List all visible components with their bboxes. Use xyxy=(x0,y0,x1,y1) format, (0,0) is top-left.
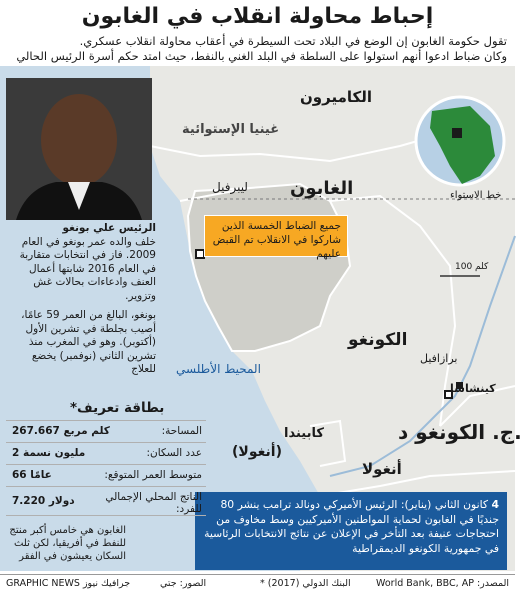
page-title: إحباط محاولة انقلاب في الغابون xyxy=(81,4,434,29)
trump-callout-number: 4 xyxy=(491,498,499,511)
president-photo xyxy=(6,78,152,220)
facts-footnote: الغابون هي خامس أكبر منتج للنفط في أفريقيا، لكن ثلث السكان يعيشون في الفقر xyxy=(9,525,126,562)
cabinda-sub-label: (أنغولا) xyxy=(232,444,282,460)
fact-value: 66 عامًا xyxy=(12,469,52,481)
scale-label: 100 كلم xyxy=(455,262,489,272)
fact-value: 267.667 كلم مربع xyxy=(12,425,110,437)
trump-callout xyxy=(195,492,507,570)
fact-key: الناتج المحلي الإجمالي للفرد: xyxy=(105,491,202,515)
trump-callout-text: كانون الثاني (يناير): الرئيس الأميركي دونالد ترامب ينشر 80 جنديًا في الغابون لحماية المواطنين الأميركيين وسط مخاوف من احتجاجات عنيفة بعد التأخر في الإعلان عن نتائج الانتخابات الرئاسية في جمهورية الكونغو الديمقراطية xyxy=(204,498,499,555)
fact-row-area xyxy=(6,420,206,443)
drc-label: ج. الكونغو د. xyxy=(398,420,522,444)
angola-label: أنغولا xyxy=(362,460,402,478)
equator-label: خط الاستواء xyxy=(450,190,502,201)
facts-title: بطاقة تعريف* xyxy=(70,400,165,416)
cameroon-label: الكاميرون xyxy=(300,88,372,106)
brazzaville-label: برازافيل xyxy=(420,352,458,365)
note-text: * البنك الدولي (2017) xyxy=(260,578,351,589)
locator-globe xyxy=(416,97,504,185)
fact-row-life xyxy=(6,464,206,487)
libreville-marker xyxy=(196,250,204,258)
fact-value: 7.220 دولار xyxy=(12,495,75,507)
source-text: المصدر: World Bank, BBC, AP xyxy=(376,578,509,589)
fact-row-population xyxy=(6,442,206,465)
fact-row-gdp xyxy=(6,486,206,516)
fact-value: 2 مليون نسمة xyxy=(12,447,86,459)
equatorial-guinea-label: غينيا الإستوائية xyxy=(182,122,280,137)
portrait-illustration xyxy=(6,78,152,220)
fact-key: متوسط العمر المتوقع: xyxy=(104,469,202,481)
cabinda-label: كابيندا xyxy=(284,426,324,441)
ocean-label: المحيط الأطلسي xyxy=(176,362,261,376)
bio-name: الرئيس علي بونغو xyxy=(62,222,156,234)
gabon-label: الغابون xyxy=(290,178,354,199)
fact-key: المساحة: xyxy=(161,425,202,437)
bio-para-2: بونغو، البالغ من العمر 59 عامًا، أصيب بجلطة في تشرين الأول (أكتوبر). وهو في المغرب منذ تشرين الثاني (نوفمبر) يخضع للعلاج xyxy=(21,309,156,375)
subtitle-line-2: وكان ضباط ادعوا أنهم استولوا على السلطة في البلد الغني بالنفط، حيث امتد حكم أسرة الرئيس الحالي xyxy=(16,49,507,63)
congo-label: الكونغو xyxy=(348,330,408,350)
footer xyxy=(0,574,515,593)
bio-para-1: خلف والده عمر بونغو في العام 2009. فاز في انتخابات متقاربة في العام 2016 شابتها أعمال العنف وادعاءات بحالات غش وتزوير. xyxy=(19,235,156,302)
president-bio xyxy=(6,222,156,377)
officers-callout: جميع الضباط الخمسة الذين شاركوا في الانقلاب تم القبض عليهم xyxy=(204,215,348,257)
kinshasa-label: كينشاسا xyxy=(450,382,496,395)
photo-credit: الصور: جتي xyxy=(160,578,207,589)
fact-key: عدد السكان: xyxy=(146,447,202,459)
libreville-label: ليبرفيل xyxy=(212,180,248,194)
subtitle-line-1: تقول حكومة الغابون إن الوضع في البلاد تحت السيطرة في أعقاب محاولة انقلاب عسكري. xyxy=(79,34,507,48)
brand-text: GRAPHIC NEWS جرافيك نيوز xyxy=(6,578,131,589)
